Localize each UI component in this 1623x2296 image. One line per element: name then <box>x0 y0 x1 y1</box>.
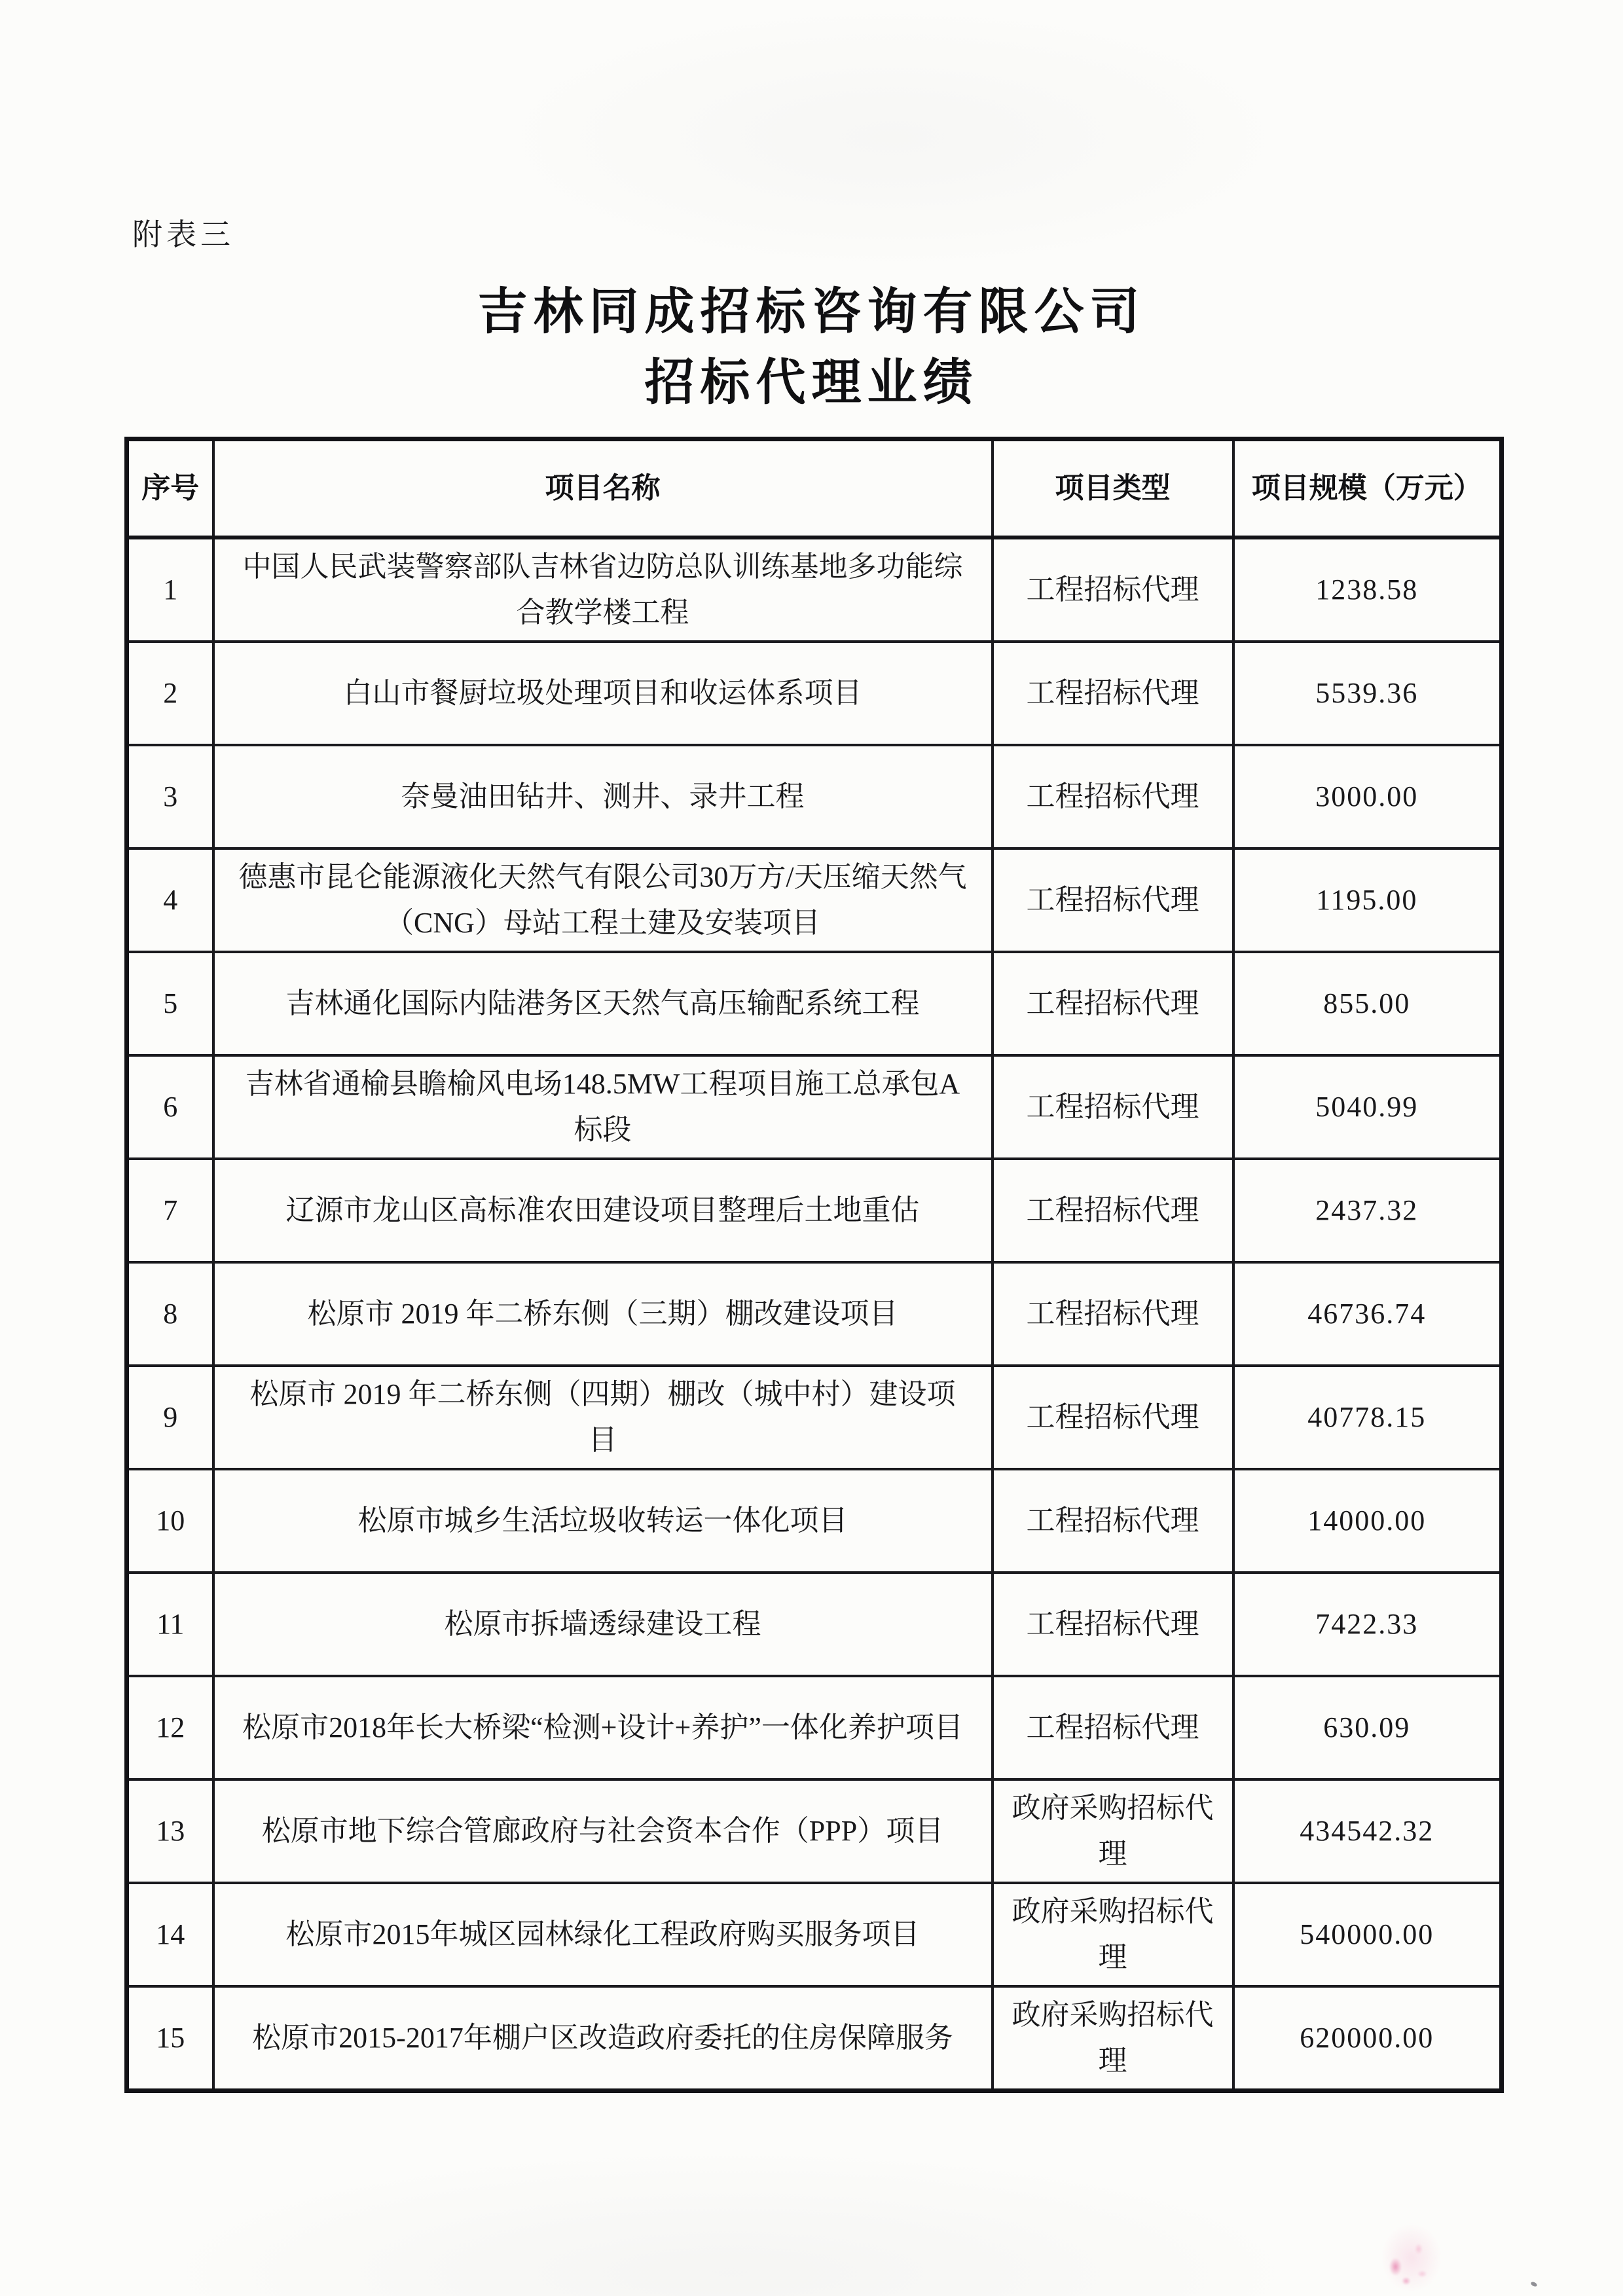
project-name-cell: 德惠市昆仑能源液化天然气有限公司30万方/天压缩天然气（CNG）母站工程土建及安装项目 <box>213 848 993 952</box>
project-name-cell: 吉林通化国际内陆港务区天然气高压输配系统工程 <box>213 952 993 1055</box>
project-name-cell: 松原市2015-2017年棚户区改造政府委托的住房保障服务 <box>213 1986 993 2091</box>
project-name-cell: 松原市2015年城区园林绿化工程政府购买服务项目 <box>213 1883 993 1986</box>
row-number-cell: 10 <box>127 1469 213 1573</box>
table-row <box>127 848 1502 952</box>
project-scale-cell: 855.00 <box>1233 952 1502 1055</box>
scan-speck <box>1530 2281 1538 2287</box>
table-row <box>127 745 1502 848</box>
row-number-cell: 1 <box>127 538 213 642</box>
project-name-cell: 松原市 2019 年二桥东侧（四期）棚改（城中村）建设项目 <box>213 1366 993 1469</box>
row-number-cell: 3 <box>127 745 213 848</box>
project-type-cell: 工程招标代理 <box>993 952 1233 1055</box>
row-number-cell: 8 <box>127 1262 213 1366</box>
project-name-cell: 吉林省通榆县瞻榆风电场148.5MW工程项目施工总承包A标段 <box>213 1055 993 1159</box>
project-scale-cell: 1238.58 <box>1233 538 1502 642</box>
row-number-cell: 4 <box>127 848 213 952</box>
performance-table <box>124 437 1504 2093</box>
project-type-cell: 工程招标代理 <box>993 1159 1233 1262</box>
project-name-cell: 松原市城乡生活垃圾收转运一体化项目 <box>213 1469 993 1573</box>
table-row <box>127 1055 1502 1159</box>
row-number-cell: 2 <box>127 642 213 745</box>
project-scale-cell: 3000.00 <box>1233 745 1502 848</box>
project-type-cell: 工程招标代理 <box>993 848 1233 952</box>
table-row <box>127 642 1502 745</box>
project-name-cell: 松原市2018年长大桥梁“检测+设计+养护”一体化养护项目 <box>213 1676 993 1779</box>
table-row <box>127 1159 1502 1262</box>
project-type-cell: 工程招标代理 <box>993 642 1233 745</box>
project-name-cell: 奈曼油田钻井、测井、录井工程 <box>213 745 993 848</box>
project-type-cell: 工程招标代理 <box>993 1055 1233 1159</box>
header-cell-name: 项目名称 <box>213 439 993 538</box>
project-name-cell: 松原市地下综合管廊政府与社会资本合作（PPP）项目 <box>213 1779 993 1883</box>
project-type-cell: 工程招标代理 <box>993 538 1233 642</box>
table-header-row <box>127 439 1502 538</box>
document-title-line1: 吉林同成招标咨询有限公司 <box>477 285 1146 340</box>
row-number-cell: 9 <box>127 1366 213 1469</box>
project-type-cell: 工程招标代理 <box>993 1469 1233 1573</box>
project-type-cell: 政府采购招标代理 <box>993 1779 1233 1883</box>
project-scale-cell: 630.09 <box>1233 1676 1502 1779</box>
row-number-cell: 6 <box>127 1055 213 1159</box>
project-name-cell: 中国人民武装警察部队吉林省边防总队训练基地多功能综合教学楼工程 <box>213 538 993 642</box>
table-row <box>127 1262 1502 1366</box>
project-type-cell: 工程招标代理 <box>993 1676 1233 1779</box>
pink-ink-smudge <box>1367 2212 1456 2296</box>
project-scale-cell: 46736.74 <box>1233 1262 1502 1366</box>
table-row <box>127 952 1502 1055</box>
table-row <box>127 538 1502 642</box>
row-number-cell: 12 <box>127 1676 213 1779</box>
project-scale-cell: 40778.15 <box>1233 1366 1502 1469</box>
project-type-cell: 政府采购招标代理 <box>993 1883 1233 1986</box>
project-scale-cell: 434542.32 <box>1233 1779 1502 1883</box>
row-number-cell: 14 <box>127 1883 213 1986</box>
project-type-cell: 工程招标代理 <box>993 1573 1233 1676</box>
row-number-cell: 11 <box>127 1573 213 1676</box>
table-row <box>127 1986 1502 2091</box>
row-number-cell: 7 <box>127 1159 213 1262</box>
project-name-cell: 白山市餐厨垃圾处理项目和收运体系项目 <box>213 642 993 745</box>
project-type-cell: 工程招标代理 <box>993 1366 1233 1469</box>
header-cell-scale: 项目规模（万元） <box>1233 439 1502 538</box>
project-scale-cell: 1195.00 <box>1233 848 1502 952</box>
document-title <box>0 278 1623 419</box>
table-row <box>127 1883 1502 1986</box>
row-number-cell: 15 <box>127 1986 213 2091</box>
project-type-cell: 政府采购招标代理 <box>993 1986 1233 2091</box>
table-row <box>127 1779 1502 1883</box>
table-row <box>127 1469 1502 1573</box>
table-row <box>127 1366 1502 1469</box>
project-type-cell: 工程招标代理 <box>993 1262 1233 1366</box>
header-cell-no: 序号 <box>127 439 213 538</box>
project-name-cell: 松原市拆墙透绿建设工程 <box>213 1573 993 1676</box>
project-scale-cell: 5040.99 <box>1233 1055 1502 1159</box>
project-scale-cell: 2437.32 <box>1233 1159 1502 1262</box>
project-scale-cell: 620000.00 <box>1233 1986 1502 2091</box>
project-scale-cell: 7422.33 <box>1233 1573 1502 1676</box>
document-title-line2: 招标代理业绩 <box>644 355 979 410</box>
attachment-label: 附表三 <box>132 218 234 251</box>
project-scale-cell: 5539.36 <box>1233 642 1502 745</box>
table-row <box>127 1573 1502 1676</box>
header-cell-type: 项目类型 <box>993 439 1233 538</box>
project-name-cell: 辽源市龙山区高标准农田建设项目整理后土地重估 <box>213 1159 993 1262</box>
project-type-cell: 工程招标代理 <box>993 745 1233 848</box>
table-row <box>127 1676 1502 1779</box>
row-number-cell: 13 <box>127 1779 213 1883</box>
project-name-cell: 松原市 2019 年二桥东侧（三期）棚改建设项目 <box>213 1262 993 1366</box>
project-scale-cell: 540000.00 <box>1233 1883 1502 1986</box>
project-scale-cell: 14000.00 <box>1233 1469 1502 1573</box>
row-number-cell: 5 <box>127 952 213 1055</box>
